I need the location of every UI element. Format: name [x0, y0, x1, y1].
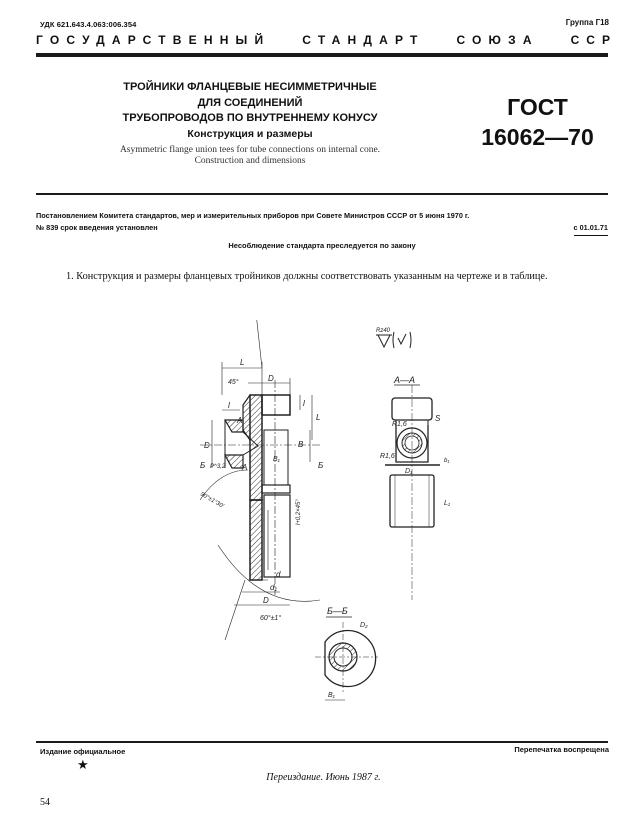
svg-text:B: B — [298, 440, 304, 449]
document-subtitle: Конструкция и размеры — [187, 128, 313, 140]
udk-code: УДК 621.643.4.063:006.354 — [40, 20, 137, 29]
decree-line: № 839 срок введения установлен — [36, 223, 158, 232]
technical-drawing — [170, 320, 470, 720]
official-edition-label: Издание официальное — [40, 747, 126, 756]
svg-text:d: d — [276, 570, 281, 579]
document-title — [95, 80, 405, 127]
svg-text:D: D — [263, 596, 269, 605]
gost-designation — [475, 92, 600, 152]
gost-label: ГОСТ — [507, 94, 568, 120]
decree-block — [36, 210, 608, 236]
svg-text:45°: 45° — [228, 379, 239, 386]
svg-text:d₁: d₁ — [270, 583, 277, 592]
law-notice: Несоблюдение стандарта преследуется по закону — [228, 241, 416, 250]
reissue-note: Переиздание. Июнь 1987 г. — [266, 772, 381, 783]
svg-text:B₁: B₁ — [273, 456, 280, 463]
title-line: ДЛЯ СОЕДИНЕНИЙ — [197, 96, 303, 109]
svg-text:Б: Б — [318, 461, 324, 470]
svg-text:А: А — [237, 416, 243, 425]
svg-text:D: D — [204, 441, 210, 450]
svg-text:P^3,2: P^3,2 — [210, 464, 226, 470]
svg-text:Б: Б — [200, 461, 206, 470]
section-b-b — [315, 606, 378, 700]
svg-text:D₁: D₁ — [405, 468, 413, 475]
svg-text:D₂: D₂ — [360, 622, 368, 629]
svg-text:S: S — [435, 414, 441, 423]
svg-text:90°±1°30′: 90°±1°30′ — [199, 491, 225, 510]
effective-date: с 01.01.71 — [574, 222, 609, 236]
svg-text:l: l — [228, 401, 230, 410]
roughness-symbol — [376, 328, 411, 348]
title-line: ТРУБОПРОВОДОВ ПО ВНУТРЕННЕМУ КОНУСУ — [122, 112, 378, 124]
paragraph-1: 1. Конструкция и размеры фланцевых тройников должны соответствовать указанным на чертеже и в таблице. — [66, 271, 548, 282]
svg-text:Б—Б: Б—Б — [327, 606, 348, 616]
tee-front-view — [200, 380, 320, 595]
english-title-line: Asymmetric flange union tees for tube connections on internal cone. — [119, 145, 381, 155]
svg-text:А—А: А—А — [394, 375, 416, 385]
english-title-line: Construction and dimensions — [194, 156, 306, 166]
state-standard-banner — [36, 33, 617, 47]
svg-text:Rz40: Rz40 — [376, 328, 391, 334]
title-rule — [36, 193, 608, 195]
svg-text:l: l — [303, 399, 305, 408]
header-rule — [36, 53, 608, 57]
page-number: 54 — [40, 797, 50, 808]
banner-word: СОЮЗА — [456, 33, 539, 47]
svg-text:l+0,2×45°: l+0,2×45° — [296, 499, 302, 525]
group-code: Группа Г18 — [565, 18, 609, 27]
svg-text:L₁: L₁ — [444, 500, 451, 507]
title-line: ТРОЙНИКИ ФЛАНЦЕВЫЕ НЕСИММЕТРИЧНЫЕ — [123, 81, 377, 93]
svg-text:R1,6: R1,6 — [380, 453, 395, 460]
gost-number: 16062—70 — [481, 124, 594, 150]
svg-text:А: А — [242, 463, 248, 472]
svg-text:L: L — [240, 358, 245, 367]
svg-text:R1,6: R1,6 — [392, 421, 407, 428]
svg-text:D: D — [268, 374, 274, 383]
svg-text:B₁: B₁ — [328, 692, 335, 699]
banner-word: ГОСУДАРСТВЕННЫЙ — [36, 33, 271, 47]
english-title — [95, 145, 405, 167]
svg-text:b₁: b₁ — [444, 458, 450, 464]
banner-word: ССР — [570, 33, 617, 47]
banner-word: СТАНДАРТ — [302, 33, 425, 47]
svg-text:L: L — [316, 413, 321, 422]
decree-line: Постановлением Комитета стандартов, мер и измерительных приборов при Совете Министров СССР от 5 июня 1970 г. — [36, 211, 470, 220]
star-icon: ★ — [77, 757, 89, 772]
section-a-a — [380, 375, 451, 600]
svg-text:60°±1°: 60°±1° — [260, 615, 282, 622]
footer-rule — [36, 741, 608, 743]
reprint-notice: Перепечатка воспрещена — [514, 745, 609, 754]
